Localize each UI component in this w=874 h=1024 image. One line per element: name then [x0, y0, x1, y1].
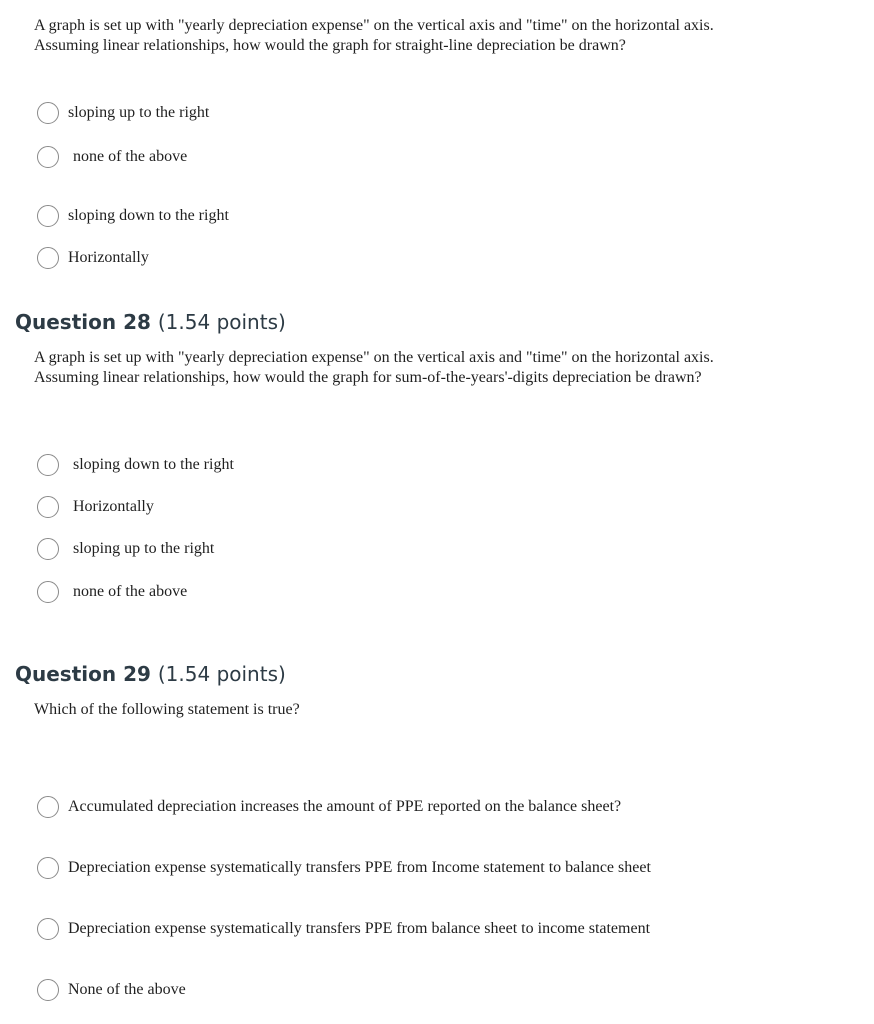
- question-29-points: (1.54 points): [157, 662, 286, 686]
- question-27-prompt-line-2: Assuming linear relationships, how would the graph for straight-line depreciation be drawn?: [34, 37, 626, 54]
- question-27-option-3[interactable]: [37, 203, 229, 229]
- question-27-option-1[interactable]: [37, 100, 209, 126]
- radio-button[interactable]: [37, 979, 59, 1001]
- question-28-title: Question 28: [15, 310, 151, 334]
- question-28-option-4[interactable]: [37, 579, 187, 605]
- question-29-prompt: Which of the following statement is true?: [34, 701, 300, 718]
- option-label: Horizontally: [68, 249, 149, 266]
- option-label: sloping up to the right: [73, 540, 215, 557]
- question-28-points: (1.54 points): [157, 310, 286, 334]
- question-28-option-2[interactable]: [37, 494, 154, 520]
- radio-button[interactable]: [37, 796, 59, 818]
- option-label: none of the above: [73, 583, 188, 600]
- radio-button[interactable]: [37, 496, 59, 518]
- question-27-prompt: [34, 16, 714, 56]
- radio-button[interactable]: [37, 146, 59, 168]
- radio-button[interactable]: [37, 918, 59, 940]
- question-27-option-4[interactable]: [37, 245, 149, 271]
- option-label: none of the above: [73, 148, 188, 165]
- question-27-option-2[interactable]: [37, 144, 187, 170]
- question-28-header: [15, 310, 286, 334]
- question-29-option-2[interactable]: [37, 855, 651, 881]
- option-label: Depreciation expense systematically transfers PPE from balance sheet to income statement: [68, 920, 651, 937]
- radio-button[interactable]: [37, 538, 59, 560]
- radio-button[interactable]: [37, 102, 59, 124]
- radio-button[interactable]: [37, 581, 59, 603]
- radio-button[interactable]: [37, 454, 59, 476]
- option-label: sloping down to the right: [68, 207, 229, 224]
- radio-button[interactable]: [37, 857, 59, 879]
- question-28-prompt-line-2: Assuming linear relationships, how would the graph for sum-of-the-years'-digits depreciation be drawn?: [34, 369, 702, 386]
- radio-button[interactable]: [37, 205, 59, 227]
- question-27-prompt-line-1: A graph is set up with "yearly depreciation expense" on the vertical axis and "time" on the horizontal axis.: [34, 17, 714, 34]
- radio-button[interactable]: [37, 247, 59, 269]
- question-29-option-1[interactable]: [37, 794, 621, 820]
- option-label: Horizontally: [73, 498, 154, 515]
- question-28-option-1[interactable]: [37, 452, 234, 478]
- question-28-prompt: [34, 348, 714, 388]
- question-28-prompt-line-1: A graph is set up with "yearly depreciation expense" on the vertical axis and "time" on the horizontal axis.: [34, 349, 714, 366]
- question-29-option-4[interactable]: [37, 977, 186, 1003]
- option-label: sloping down to the right: [73, 456, 234, 473]
- option-label: sloping up to the right: [68, 104, 210, 121]
- option-label: None of the above: [68, 981, 186, 998]
- question-29-option-3[interactable]: [37, 916, 650, 942]
- option-label: Depreciation expense systematically transfers PPE from Income statement to balance sheet: [68, 859, 651, 876]
- question-28-option-3[interactable]: [37, 536, 214, 562]
- question-29-header: [15, 662, 286, 686]
- question-29-title: Question 29: [15, 662, 151, 686]
- option-label: Accumulated depreciation increases the amount of PPE reported on the balance sheet?: [68, 798, 622, 815]
